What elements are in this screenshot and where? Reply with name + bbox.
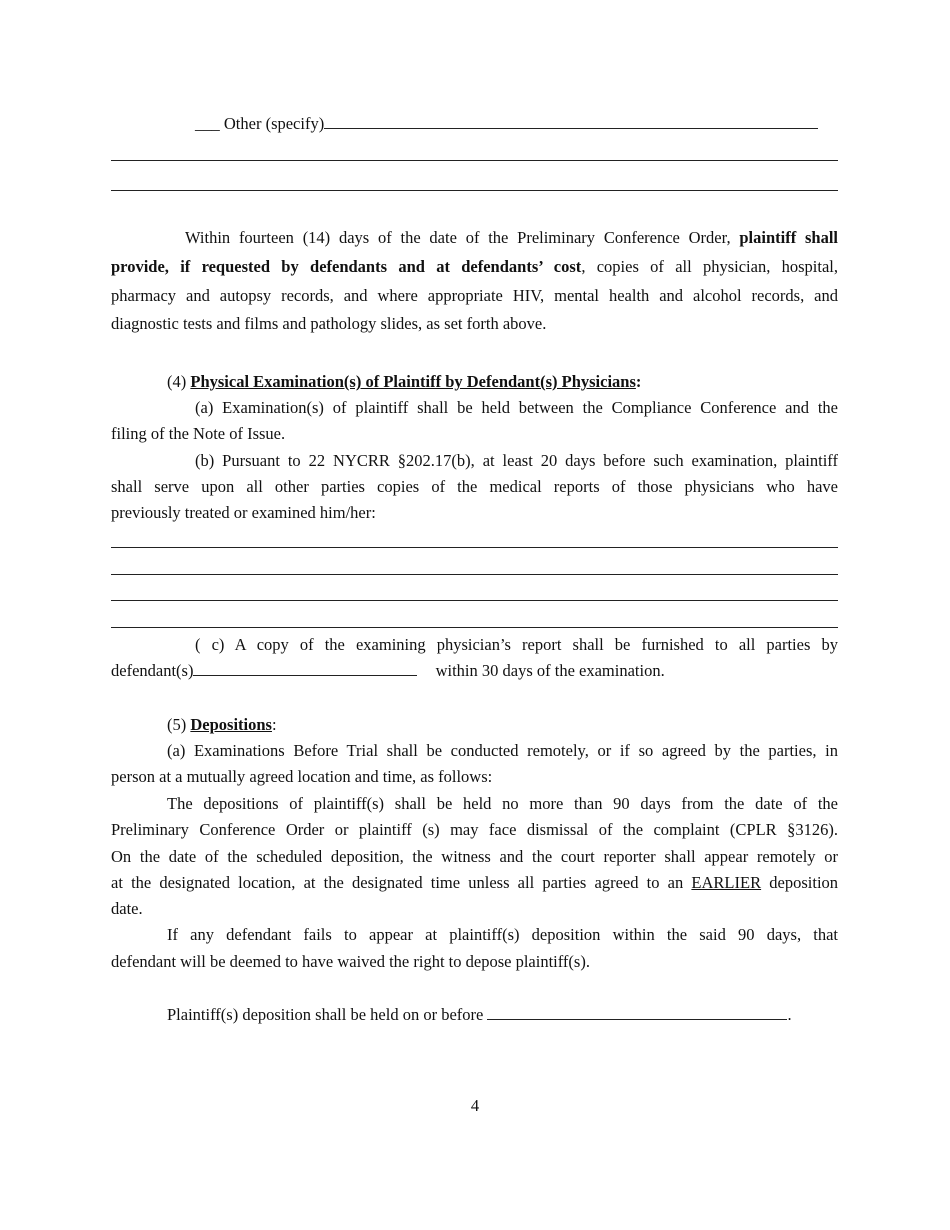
records-para-line-2: provide, if requested by defendants and at defendants’ cost, copies of all physician, hospital,: [111, 257, 839, 276]
other-specify-line: [195, 114, 835, 134]
section-4b-line-3: previously treated or examined him/her:: [111, 503, 376, 522]
other-specify-field[interactable]: [324, 114, 818, 129]
failure-para-line-1: If any defendant fails to appear at plaintiff(s) deposition within the said 90 days, that: [167, 925, 838, 944]
section-4-heading: (4) Physical Examination(s) of Plaintiff by Defendant(s) Physicians:: [167, 372, 642, 391]
section-4c-line-1: ( c) A copy of the examining physician’s report shall be furnished to all parties by: [195, 635, 838, 654]
records-para-line-4: diagnostic tests and films and pathology slides, as set forth above.: [111, 314, 547, 333]
deposition-date-field[interactable]: [487, 1005, 787, 1020]
section-5-heading: (5) Depositions:: [167, 715, 277, 734]
prior-reports-line-4[interactable]: [111, 627, 838, 628]
section-5a-line-2: person at a mutually agreed location and time, as follows:: [111, 767, 493, 786]
section-4a-line-2: filing of the Note of Issue.: [111, 424, 286, 443]
section-4c-line-2: defendant(s) within 30 days of the examination.: [111, 661, 665, 680]
section-4a-line-1: (a) Examination(s) of plaintiff shall be held between the Compliance Conference and the: [195, 398, 838, 417]
other-blank-line-1[interactable]: [111, 160, 838, 161]
deposition-deadline-line: Plaintiff(s) deposition shall be held on or before .: [167, 1005, 792, 1024]
section-4b-line-2: shall serve upon all other parties copies of the medical reports of those physicians who have: [111, 477, 838, 496]
prior-reports-line-1[interactable]: [111, 547, 838, 548]
deposition-para-line-5: date.: [111, 899, 143, 918]
deposition-para-line-3: On the date of the scheduled deposition, the witness and the court reporter shall appear remotely or: [111, 847, 838, 866]
records-para-line-1: Within fourteen (14) days of the date of the Preliminary Conference Order, plaintiff shall: [185, 228, 838, 247]
defendant-name-field[interactable]: [193, 661, 417, 676]
deposition-para-line-2: Preliminary Conference Order or plaintiff (s) may face dismissal of the complaint (CPLR §3126).: [111, 820, 838, 839]
prior-reports-line-3[interactable]: [111, 600, 838, 601]
prior-reports-line-2[interactable]: [111, 574, 838, 575]
other-checkbox-blank[interactable]: ___: [195, 114, 220, 133]
section-5a-line-1: (a) Examinations Before Trial shall be conducted remotely, or if so agreed by the parties, in: [167, 741, 838, 760]
section-4b-line-1: (b) Pursuant to 22 NYCRR §202.17(b), at least 20 days before such examination, plaintiff: [195, 451, 838, 470]
deposition-para-line-1: The depositions of plaintiff(s) shall be held no more than 90 days from the date of the: [167, 794, 838, 813]
page-number: 4: [470, 1096, 480, 1115]
other-label: Other (specify): [223, 114, 325, 133]
other-blank-line-2[interactable]: [111, 190, 838, 191]
records-para-line-3: pharmacy and autopsy records, and where appropriate HIV, mental health and alcohol records, and: [111, 286, 838, 305]
deposition-para-line-4: at the designated location, at the designated time unless all parties agreed to an EARLIER deposition: [111, 873, 839, 892]
earlier-emphasis: EARLIER: [691, 873, 762, 892]
failure-para-line-2: defendant will be deemed to have waived the right to depose plaintiff(s).: [111, 952, 590, 971]
